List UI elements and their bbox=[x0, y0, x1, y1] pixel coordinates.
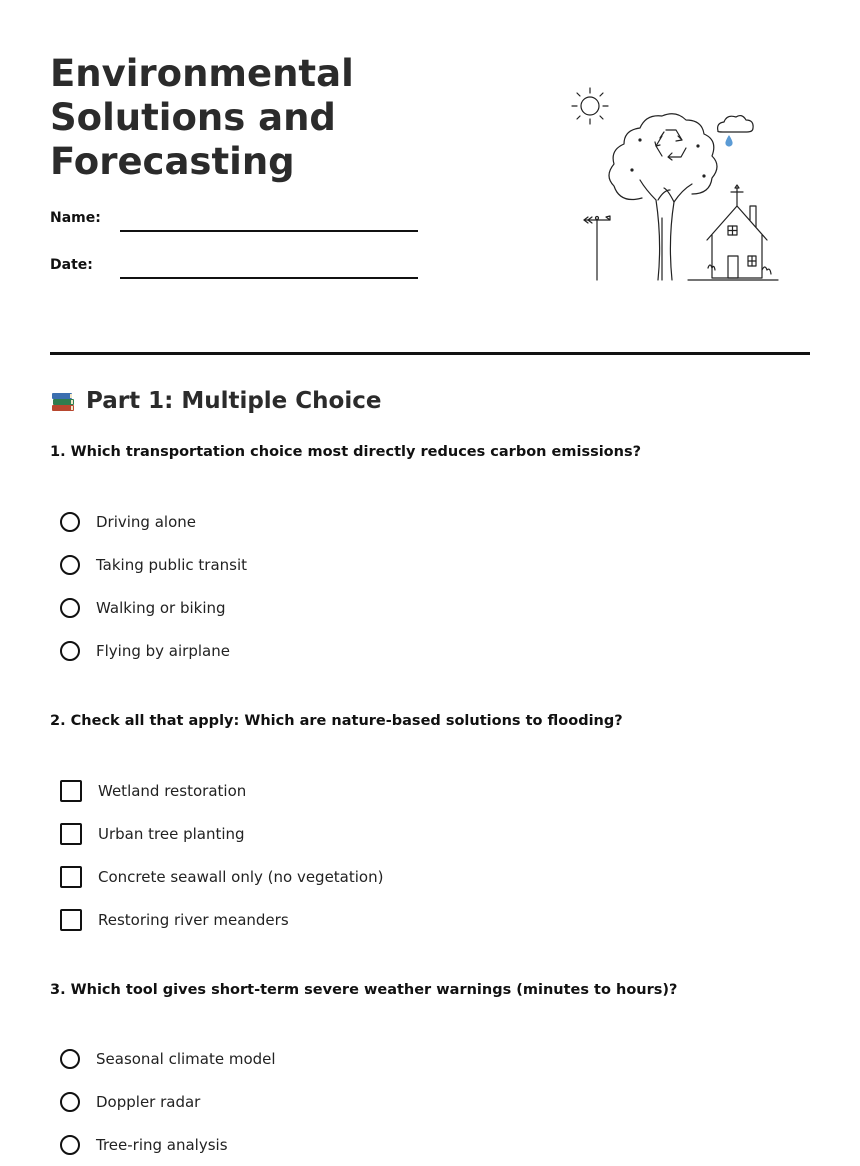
option-label: Urban tree planting bbox=[98, 824, 245, 843]
radio-button[interactable] bbox=[60, 641, 80, 661]
radio-button[interactable] bbox=[60, 1049, 80, 1069]
option-doppler-radar[interactable] bbox=[60, 1080, 276, 1123]
section-title-part1 bbox=[50, 388, 381, 414]
question-text: 3. Which tool gives short-term severe weather warnings (minutes to hours)? bbox=[50, 982, 678, 998]
radio-button[interactable] bbox=[60, 598, 80, 618]
rain-drop-icon bbox=[726, 136, 732, 146]
options-list bbox=[60, 769, 383, 941]
radio-button[interactable] bbox=[60, 555, 80, 575]
environment-illustration bbox=[562, 80, 782, 290]
radio-button[interactable] bbox=[60, 1135, 80, 1155]
option-urban-tree-planting[interactable] bbox=[60, 812, 383, 855]
option-river-meanders[interactable] bbox=[60, 898, 383, 941]
cloud-icon bbox=[718, 116, 754, 132]
options-list bbox=[60, 500, 247, 672]
option-concrete-seawall[interactable] bbox=[60, 855, 383, 898]
date-input[interactable] bbox=[120, 253, 418, 279]
name-label: Name: bbox=[50, 210, 101, 226]
option-wetland-restoration[interactable] bbox=[60, 769, 383, 812]
option-label: Tree-ring analysis bbox=[96, 1135, 228, 1154]
weather-vane-icon bbox=[584, 216, 662, 280]
worksheet-page bbox=[50, 0, 810, 1154]
options-list bbox=[60, 1037, 276, 1166]
date-field bbox=[50, 253, 422, 281]
checkbox[interactable] bbox=[60, 909, 82, 931]
option-tree-ring-analysis[interactable] bbox=[60, 1123, 276, 1166]
checkbox[interactable] bbox=[60, 780, 82, 802]
option-label: Flying by airplane bbox=[96, 641, 230, 660]
option-public-transit[interactable] bbox=[60, 543, 247, 586]
option-label: Restoring river meanders bbox=[98, 910, 289, 929]
worksheet-header bbox=[50, 0, 810, 355]
radio-button[interactable] bbox=[60, 1092, 80, 1112]
option-label: Walking or biking bbox=[96, 598, 226, 617]
house-icon bbox=[688, 185, 778, 280]
option-label: Doppler radar bbox=[96, 1092, 201, 1111]
recycle-icon bbox=[655, 130, 686, 160]
radio-button[interactable] bbox=[60, 512, 80, 532]
option-label: Seasonal climate model bbox=[96, 1049, 276, 1068]
option-label: Wetland restoration bbox=[98, 781, 247, 800]
tree-icon bbox=[609, 114, 717, 280]
question-text: 2. Check all that apply: Which are nature-based solutions to flooding? bbox=[50, 713, 623, 729]
section-title-text: Part 1: Multiple Choice bbox=[86, 388, 382, 414]
option-flying[interactable] bbox=[60, 629, 247, 672]
page-title: Environmental Solutions and Forecasting bbox=[50, 52, 354, 183]
sun-icon bbox=[572, 88, 608, 124]
option-label: Driving alone bbox=[96, 512, 196, 531]
name-input[interactable] bbox=[120, 206, 418, 232]
checkbox[interactable] bbox=[60, 823, 82, 845]
date-label: Date: bbox=[50, 257, 93, 273]
option-label: Taking public transit bbox=[96, 555, 248, 574]
option-walking-biking[interactable] bbox=[60, 586, 247, 629]
books-icon bbox=[50, 388, 76, 414]
question-text: 1. Which transportation choice most directly reduces carbon emissions? bbox=[50, 444, 642, 460]
question-3 bbox=[50, 982, 810, 1154]
option-seasonal-climate-model[interactable] bbox=[60, 1037, 276, 1080]
question-2 bbox=[50, 713, 810, 929]
question-1 bbox=[50, 444, 810, 660]
option-driving-alone[interactable] bbox=[60, 500, 247, 543]
option-label: Concrete seawall only (no vegetation) bbox=[98, 867, 384, 886]
name-field bbox=[50, 206, 422, 234]
checkbox[interactable] bbox=[60, 866, 82, 888]
